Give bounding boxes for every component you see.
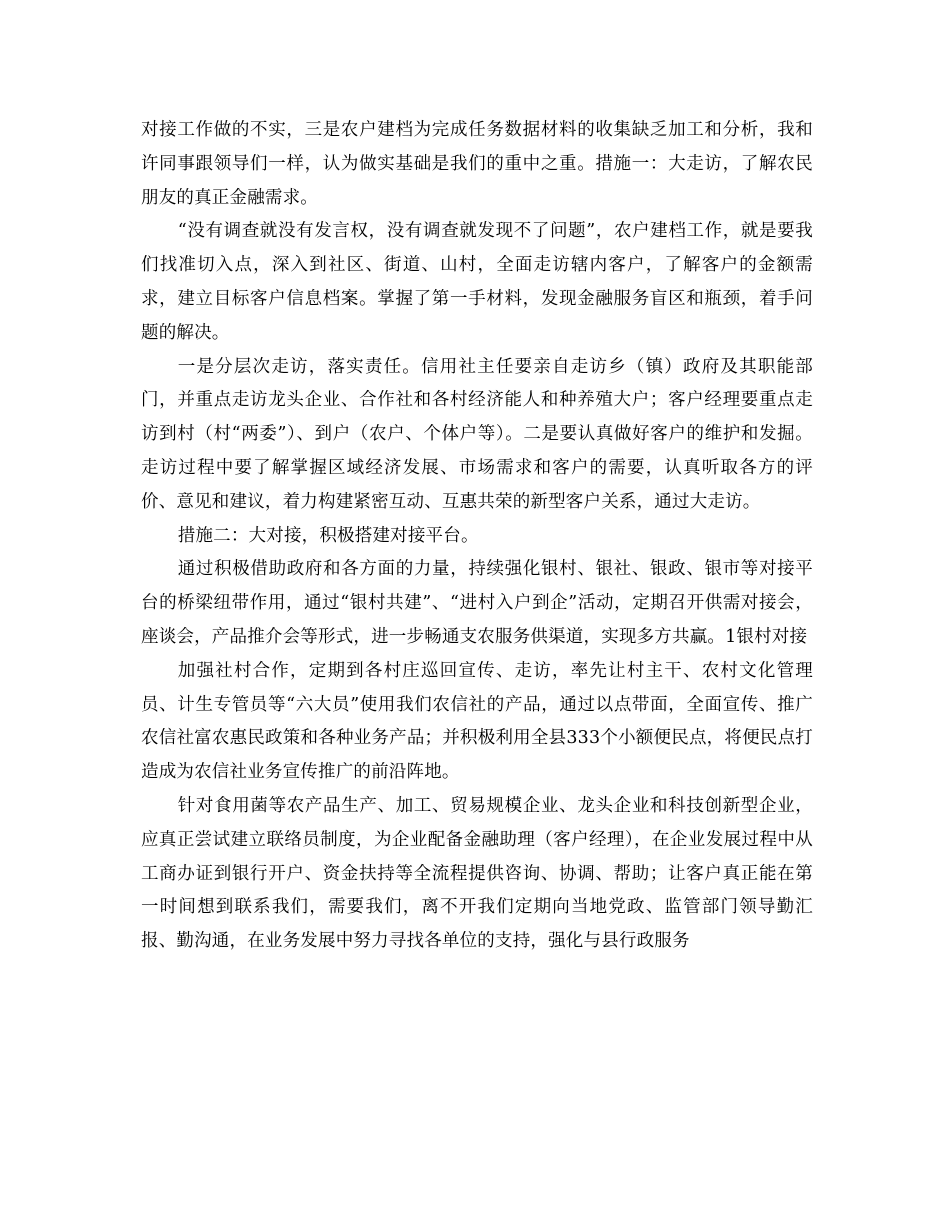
paragraph-5: 通过积极借助政府和各方面的力量，持续强化银村、银社、银政、银市等对接平台的桥梁纽带作用，通过“银村共建”、“进村入户到企”活动，定期召开供需对接会，座谈会，产品推介会等形式，进一步畅通支农服务供渠道，实现多方共赢。1银村对接 xyxy=(141,559,813,647)
paragraph-1: 对接工作做的不实，三是农户建档为完成任务数据材料的收集缺乏加工和分析，我和许同事跟领导们一样，认为做实基础是我们的重中之重。措施一：大走访，了解农民朋友的真正金融需求。 xyxy=(141,120,813,208)
document-body xyxy=(141,114,813,959)
paragraph-2: “没有调查就没有发言权，没有调查就发现不了问题”，农户建档工作，就是要我们找准切入点，深入到社区、街道、山村，全面走访辖内客户，了解客户的金额需求，建立目标客户信息档案。掌握了第一手材料，发现金融服务盲区和瓶颈，着手问题的解决。 xyxy=(141,221,813,343)
paragraph-7: 针对食用菌等农产品生产、加工、贸易规模企业、龙头企业和科技创新型企业，应真正尝试建立联络员制度，为企业配备金融助理（客户经理），在企业发展过程中从工商办证到银行开户、资金扶持等全流程提供咨询、协调、帮助；让客户真正能在第一时间想到联系我们，需要我们，离不开我们定期向当地党政、监管部门领导勤汇报、勤沟通，在业务发展中努力寻找各单位的支持，强化与县行政服务 xyxy=(141,795,813,952)
paragraph-4: 措施二：大对接，积极搭建对接平台。 xyxy=(177,525,479,546)
paragraph-6: 加强社村合作，定期到各村庄巡回宣传、走访，率先让村主干、农村文化管理员、计生专管员等“六大员”使用我们农信社的产品，通过以点带面，全面宣传、推广农信社富农惠民政策和各种业务产品；并积极利用全县333个小额便民点，将便民点打造成为农信社业务宣传推广的前沿阵地。 xyxy=(141,660,813,783)
paragraph-3: 一是分层次走访，落实责任。信用社主任要亲自走访乡（镇）政府及其职能部门，并重点走访龙头企业、合作社和各村经济能人和种养殖大户；客户经理要重点走访到村（村“两委”）、到户（农户、个体户等）。二是要认真做好客户的维护和发掘。走访过程中要了解掌握区域经济发展、市场需求和客户的需要，认真听取各方的评价、意见和建议，着力构建紧密互动、互惠共荣的新型客户关系，通过大走访。 xyxy=(141,356,813,512)
